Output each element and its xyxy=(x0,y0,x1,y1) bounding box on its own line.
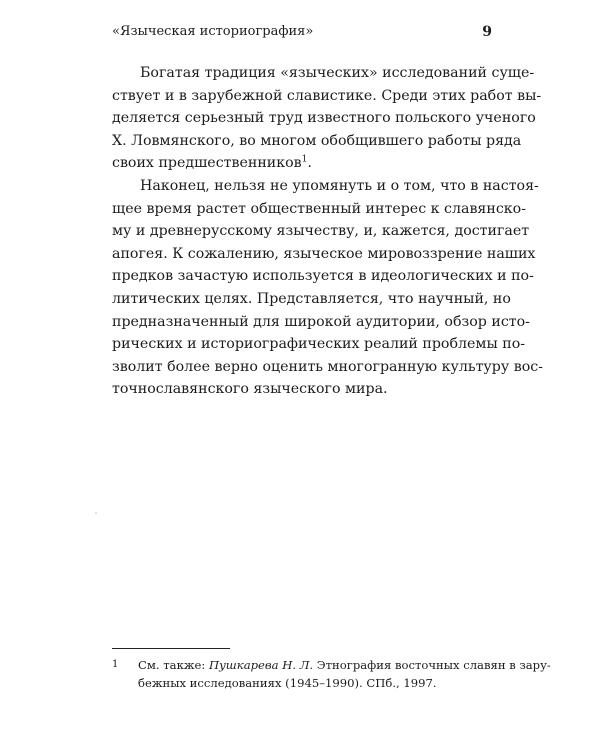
text-line: предков зачастую используется в идеологических и по- xyxy=(112,268,534,285)
footnote-line-1 xyxy=(138,656,551,674)
text-line: рических и историографических реалий проблемы по- xyxy=(112,336,526,353)
text-line: му и древнерусскому язычеству, и, кажется, достигает xyxy=(112,223,530,240)
footnote-divider xyxy=(112,648,230,649)
text-line: деляется серьезный труд известного польского ученого xyxy=(112,110,536,127)
footnote-title-part: Этнография восточных славян в зару- xyxy=(313,658,551,672)
paragraph-2 xyxy=(112,175,543,401)
page-number: 9 xyxy=(482,24,492,40)
running-title: «Языческая историография» xyxy=(112,24,314,39)
footnote-text xyxy=(138,656,551,692)
text-line: Богатая традиция «языческих» исследований суще- xyxy=(140,65,535,81)
paragraph-1 xyxy=(112,62,542,175)
text-line-with-ref xyxy=(112,152,492,175)
text-line: щее время растет общественный интерес к славянско- xyxy=(112,200,526,217)
text-line: ствует и в зарубежной славистике. Среди этих работ вы- xyxy=(112,87,542,104)
footnote-author: Пушкарева Н. Л. xyxy=(208,658,314,672)
text-line: своих предшественников xyxy=(112,155,302,172)
main-text xyxy=(112,62,543,401)
page-header xyxy=(112,22,492,42)
scan-speck xyxy=(95,512,97,514)
text-line: предназначенный для широкой аудитории, обзор исто- xyxy=(112,313,530,330)
footnote-line-2: бежных исследованиях (1945–1990). СПб., 1997. xyxy=(138,676,437,690)
footnote-prefix: См. также: xyxy=(138,658,209,672)
footnote-marker: 1 xyxy=(112,659,119,670)
text-line: литических целях. Представляется, что научный, но xyxy=(112,290,511,307)
text-line: зволит более верно оценить многогранную культуру вос- xyxy=(112,358,543,375)
sentence-period: . xyxy=(307,155,312,172)
footnote-reference[interactable]: 1 xyxy=(301,154,308,165)
text-line: апогея. К сожалению, языческое мировоззрение наших xyxy=(112,245,536,262)
text-line: Х. Ловмянского, во многом обобщившего работы ряда xyxy=(112,132,522,149)
text-line: Наконец, нельзя не упомянуть и о том, что в настоя- xyxy=(140,177,539,194)
text-line: точнославянского языческого мира. xyxy=(112,381,388,398)
